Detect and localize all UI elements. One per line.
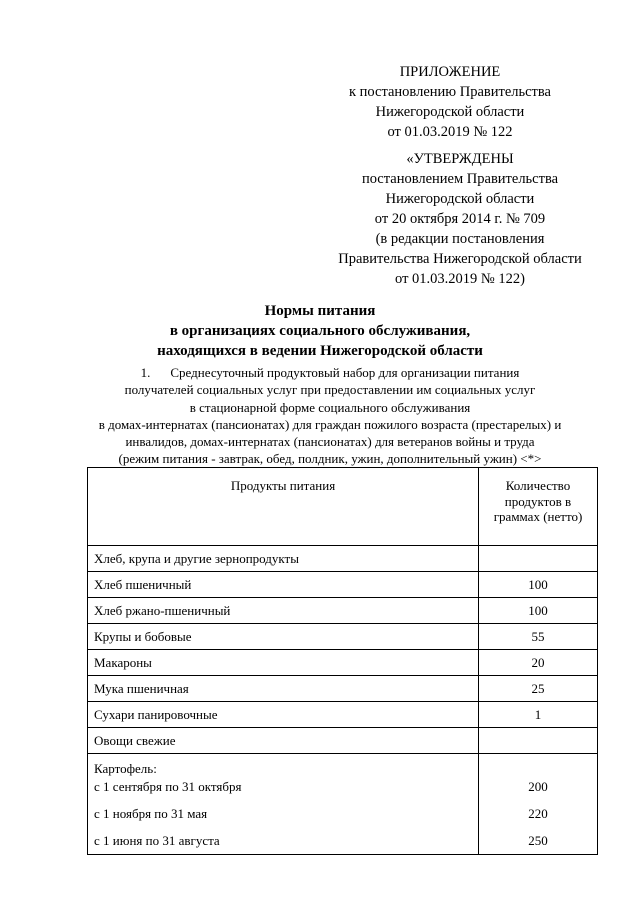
header-quantity-line: продуктов в [504,493,572,509]
appendix-line: к постановлению Правительства [349,84,551,100]
row-name: Хлеб ржано-пшеничный [88,598,479,624]
approved-line: (в редакции постановления [375,231,545,247]
approved-line: от 01.03.2019 № 122) [395,271,525,287]
table-row [88,676,598,702]
row-value [479,728,598,754]
potato-names [88,754,479,855]
header-quantity-line: граммах (нетто) [493,509,583,524]
approved-line: Нижегородской области [385,191,535,207]
row-name: Макароны [88,650,479,676]
row-name: Мука пшеничная [88,676,479,702]
row-value: 100 [479,598,598,624]
row-name: Хлеб пшеничный [88,572,479,598]
row-value: 20 [479,650,598,676]
potato-label: Картофель: [94,761,157,776]
section-number: 1. [140,365,151,380]
intro-line: (режим питания - завтрак, обед, полдник, ужин, дополнительный ужин) <*> [118,451,542,467]
intro-line: инвалидов, домах-интернатах (пансионатах) для ветеранов войны и труда [125,434,535,450]
table-row [88,598,598,624]
section-intro [80,364,580,468]
title-line: находящихся в ведении Нижегородской области [157,343,483,359]
potato-values [479,754,598,855]
potato-value: 220 [528,805,548,821]
row-value: 25 [479,676,598,702]
intro-line: в домах-интернатах (пансионатах) для граждан пожилого возраста (престарелых) и [98,416,562,432]
appendix-line: Нижегородской области [375,104,525,120]
potato-value: 200 [528,779,548,794]
table-row [88,702,598,728]
food-norms-table [87,467,598,855]
intro-line: в стационарной форме социального обслуживания [189,399,471,415]
table-row [88,546,598,572]
row-value [479,546,598,572]
table-header-row [88,468,598,546]
approved-line: постановлением Правительства [361,171,559,187]
appendix-line: ПРИЛОЖЕНИЕ [399,64,501,80]
row-value: 100 [479,572,598,598]
row-value: 55 [479,624,598,650]
appendix-line: от 01.03.2019 № 122 [387,124,513,140]
appendix-header [320,62,580,142]
document-title [80,301,560,361]
row-name: Овощи свежие [88,728,479,754]
title-line: в организациях социального обслуживания, [169,323,471,339]
table-row [88,624,598,650]
approved-line: Правительства Нижегородской области [338,251,582,267]
table-row [88,728,598,754]
potato-period: с 1 июня по 31 августа [94,832,220,848]
row-name: Крупы и бобовые [88,624,479,650]
potato-value: 250 [528,832,548,848]
row-name: Сухари панировочные [88,702,479,728]
intro-text: Среднесуточный продуктовый набор для организации питания [170,365,520,380]
intro-line [80,364,580,381]
potato-period: с 1 сентября по 31 октября [94,779,242,794]
potato-period: с 1 ноября по 31 мая [94,805,208,821]
approved-line: от 20 октября 2014 г. № 709 [374,211,546,227]
table-row-potato [88,754,598,855]
row-value: 1 [479,702,598,728]
approved-line: «УТВЕРЖДЕНЫ [406,151,514,167]
table-row [88,650,598,676]
intro-line: получателей социальных услуг при предоставлении им социальных услуг [124,382,536,398]
approved-header [320,149,600,289]
header-quantity [479,468,598,546]
table-row [88,572,598,598]
header-product: Продукты питания [88,468,479,546]
row-name: Хлеб, крупа и другие зернопродукты [88,546,479,572]
header-quantity-line: Количество [505,478,571,493]
title-line: Нормы питания [264,303,376,319]
